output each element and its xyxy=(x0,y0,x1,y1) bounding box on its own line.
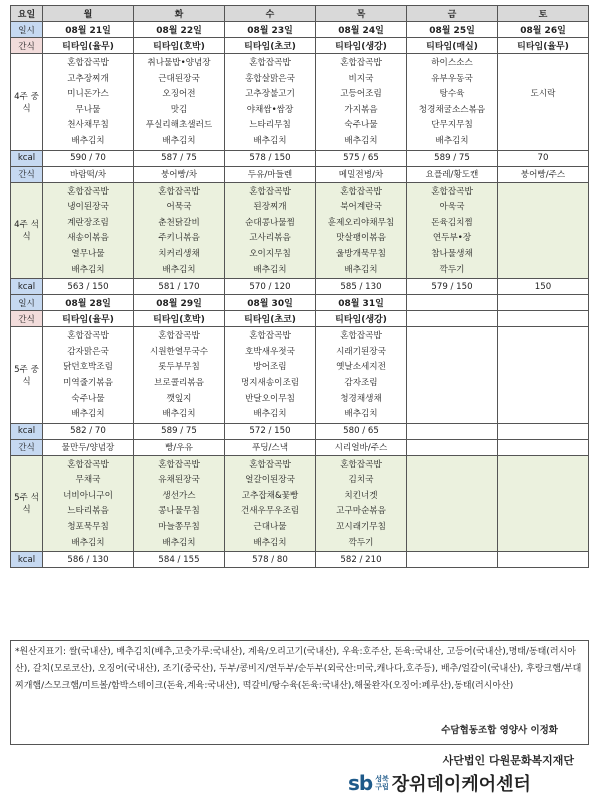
menu-item xyxy=(499,247,587,263)
week5-lunch-label: 5주 중식 xyxy=(11,327,43,424)
menu-item xyxy=(499,360,587,376)
week4-afternoon-snack-cell: 두유/마들렌 xyxy=(225,166,316,182)
menu-item: 참나물생채 xyxy=(431,248,473,259)
week5-dinner-cell xyxy=(498,455,589,552)
week5-date-cell: 08월 28일 xyxy=(43,295,134,311)
weekday-cell: 월 xyxy=(43,6,134,22)
week4-date-cell: 08월 25일 xyxy=(407,22,498,38)
week4-lunch-label: 4주 중식 xyxy=(11,54,43,151)
week5-date-row xyxy=(11,295,589,311)
week4-snack-cell: 티타임(율무) xyxy=(498,38,589,54)
menu-item: 유부우동국 xyxy=(431,73,473,84)
menu-item: 취나물밥•양념장 xyxy=(147,58,211,68)
menu-item: 훈제오리야채무침 xyxy=(327,217,395,228)
week5-afternoon-snack-cell: 물만두/양념장 xyxy=(43,439,134,455)
weekday-cell: 금 xyxy=(407,6,498,22)
weekday-cell: 수 xyxy=(225,6,316,22)
menu-item: 느타리볶음 xyxy=(67,506,109,517)
menu-item: 연두부•장 xyxy=(432,233,472,244)
menu-item: 무채국 xyxy=(75,475,101,486)
week4-date-row xyxy=(11,22,589,38)
menu-item xyxy=(499,329,587,345)
menu-item: 김치국 xyxy=(348,475,374,486)
week5-dinner-kcal-cell: 582 / 210 xyxy=(316,552,407,568)
week5-afternoon-snack-cell xyxy=(407,439,498,455)
menu-item: 오이지무침 xyxy=(249,248,291,259)
week4-dinner-kcal-row xyxy=(11,279,589,295)
menu-item xyxy=(499,200,587,216)
menu-item: 혼합잡곡밥 xyxy=(67,459,109,470)
week4-afternoon-snack-cell: 바람떡/차 xyxy=(43,166,134,182)
menu-item: 시원한열무국수 xyxy=(149,346,209,357)
menu-item: 미니돈가스 xyxy=(67,89,109,100)
week4-afternoon-snack-cell: 붕어빵/차 xyxy=(134,166,225,182)
menu-item: 혼합잡곡밥 xyxy=(67,331,109,342)
menu-item: 춘천닭갈비 xyxy=(158,217,200,228)
week4-dinner-row xyxy=(11,182,589,279)
week4-dinner-cell xyxy=(43,182,134,279)
menu-item: 혼합잡곡밥 xyxy=(340,331,382,342)
menu-item: 혼합잡곡밥 xyxy=(340,58,382,68)
menu-item: 치킨너겟 xyxy=(344,490,378,501)
menu-item: 혼합잡곡밥 xyxy=(249,58,291,68)
menu-item xyxy=(408,360,496,376)
week5-lunch-cell xyxy=(316,327,407,424)
week4-lunch-row xyxy=(11,54,589,151)
menu-item xyxy=(499,504,587,520)
menu-item: 배추김치 xyxy=(71,135,105,146)
menu-item: 숙주나물 xyxy=(344,120,378,131)
menu-item xyxy=(499,536,587,552)
menu-item xyxy=(499,489,587,505)
week5-dinner-kcal-row xyxy=(11,552,589,568)
week4-lunch-kcal-cell: 70 xyxy=(498,150,589,166)
menu-item: 콩나물무침 xyxy=(158,506,200,517)
menu-item: 푸실리해초샐러드 xyxy=(145,120,213,131)
week5-dinner-kcal-cell xyxy=(498,552,589,568)
menu-item: 단무지무침 xyxy=(431,120,473,131)
menu-item xyxy=(408,407,496,423)
week4-snack-cell: 티타임(호박) xyxy=(134,38,225,54)
menu-item: 혼합잡곡밥 xyxy=(67,186,109,197)
menu-item: 깍두기 xyxy=(439,264,465,275)
week4-snack-cell: 티타임(율무) xyxy=(43,38,134,54)
week4-dinner-cell xyxy=(407,182,498,279)
week4-dinner-kcal-cell: 581 / 170 xyxy=(134,279,225,295)
logo-sub: 성북 구립 xyxy=(375,775,389,791)
week5-afternoon-snack-label: 간식 xyxy=(11,439,43,455)
menu-item xyxy=(499,185,587,201)
week5-lunch-cell xyxy=(134,327,225,424)
week5-lunch-kcal-label: kcal xyxy=(11,423,43,439)
week5-lunch-kcal-cell: 572 / 150 xyxy=(225,423,316,439)
menu-item: 배추김치 xyxy=(162,537,196,548)
menu-item: 고등어조림 xyxy=(340,89,382,100)
week4-date-cell: 08월 24일 xyxy=(316,22,407,38)
week4-date-cell: 08월 21일 xyxy=(43,22,134,38)
week4-dinner-label: 4주 석식 xyxy=(11,182,43,279)
organization-name: 사단법인 다원문화복지재단 xyxy=(442,754,574,767)
week4-lunch-kcal-cell: 578 / 150 xyxy=(225,150,316,166)
week4-lunch-kcal-cell: 587 / 75 xyxy=(134,150,225,166)
menu-item: 꼬시래기무침 xyxy=(336,522,386,533)
week5-afternoon-snack-row xyxy=(11,439,589,455)
menu-item: 비지국 xyxy=(348,73,374,84)
week4-lunch-cell xyxy=(498,54,589,151)
menu-item: 배추김치 xyxy=(71,264,105,275)
week5-date-cell: 08월 29일 xyxy=(134,295,225,311)
week4-lunch-cell xyxy=(407,54,498,151)
menu-item: 옛날소세지전 xyxy=(336,362,386,373)
week4-snack-row xyxy=(11,38,589,54)
week5-dinner-kcal-cell: 578 / 80 xyxy=(225,552,316,568)
week5-dinner-kcal-cell: 584 / 155 xyxy=(134,552,225,568)
menu-item: 배추김치 xyxy=(162,409,196,420)
weekday-header xyxy=(11,6,589,22)
menu-item: 고구마순볶음 xyxy=(336,506,386,517)
menu-item: 북어계란국 xyxy=(340,202,382,213)
menu-item: 가지볶음 xyxy=(344,104,378,115)
week4-dinner-kcal-cell: 150 xyxy=(498,279,589,295)
menu-item: 어묵국 xyxy=(166,202,192,213)
weekday-cell: 목 xyxy=(316,6,407,22)
menu-item: 배추김치 xyxy=(162,264,196,275)
menu-item: 홍합살맑은국 xyxy=(245,73,295,84)
menu-item xyxy=(499,134,587,150)
menu-item: 무나물 xyxy=(75,104,101,115)
week5-snack-cell: 티타임(생강) xyxy=(316,311,407,327)
weekday-label: 요일 xyxy=(11,6,43,22)
week4-lunch-kcal-cell: 589 / 75 xyxy=(407,150,498,166)
menu-item: 마늘쫑무침 xyxy=(158,522,200,533)
week4-lunch-cell xyxy=(316,54,407,151)
week4-lunch-cell xyxy=(43,54,134,151)
week5-date-cell: 08월 30일 xyxy=(225,295,316,311)
week4-lunch-cell xyxy=(134,54,225,151)
menu-item: 감자맑은국 xyxy=(67,346,109,357)
menu-item xyxy=(499,345,587,361)
menu-item: 혼합잡곡밥 xyxy=(158,186,200,197)
menu-item: 맛살팽이볶음 xyxy=(336,233,386,244)
menu-item xyxy=(499,263,587,279)
menu-item: 돈육김치찜 xyxy=(431,217,473,228)
week4-dinner-cell xyxy=(498,182,589,279)
menu-item: 치커리생채 xyxy=(158,248,200,259)
menu-item: 청경채굴소스볶음 xyxy=(418,104,486,115)
week5-dinner-cell xyxy=(134,455,225,552)
menu-item: 깻잎지 xyxy=(166,393,192,404)
menu-item xyxy=(499,473,587,489)
menu-item xyxy=(499,520,587,536)
menu-item xyxy=(408,504,496,520)
week4-afternoon-snack-cell: 메밀전병/차 xyxy=(316,166,407,182)
week5-lunch-row xyxy=(11,327,589,424)
week4-afternoon-snack-label: 간식 xyxy=(11,166,43,182)
week5-afternoon-snack-cell: 빵/우유 xyxy=(134,439,225,455)
week5-snack-cell: 티타임(호박) xyxy=(134,311,225,327)
week5-snack-cell: 티타임(초코) xyxy=(225,311,316,327)
menu-item xyxy=(499,458,587,474)
menu-item xyxy=(499,407,587,423)
menu-item: 열무나물 xyxy=(71,248,105,259)
menu-item: 맛김 xyxy=(170,104,188,115)
menu-item xyxy=(499,118,587,134)
week5-lunch-kcal-cell: 580 / 65 xyxy=(316,423,407,439)
menu-item: 혼합잡곡밥 xyxy=(249,331,291,342)
menu-item: 새송이볶음 xyxy=(67,233,109,244)
menu-item xyxy=(499,231,587,247)
menu-item: 배추김치 xyxy=(162,135,196,146)
week4-dinner-kcal-cell: 563 / 150 xyxy=(43,279,134,295)
menu-item: 브로콜리볶음 xyxy=(154,377,204,388)
week4-snack-label: 간식 xyxy=(11,38,43,54)
menu-item xyxy=(499,56,587,72)
week4-dinner-kcal-cell: 585 / 130 xyxy=(316,279,407,295)
week5-snack-label: 간식 xyxy=(11,311,43,327)
menu-item xyxy=(499,103,587,119)
weekday-cell: 화 xyxy=(134,6,225,22)
center-logo xyxy=(348,770,531,796)
menu-item xyxy=(408,345,496,361)
center-name: 장위데이케어센터 xyxy=(391,774,531,795)
week4-snack-cell: 티타임(매실) xyxy=(407,38,498,54)
week4-dinner-cell xyxy=(316,182,407,279)
week5-afternoon-snack-cell: 푸딩/스낵 xyxy=(225,439,316,455)
menu-item: 혼합잡곡밥 xyxy=(249,186,291,197)
menu-item xyxy=(408,520,496,536)
menu-item: 냉이된장국 xyxy=(67,202,109,213)
week5-lunch-kcal-row xyxy=(11,423,589,439)
menu-item: 배추김치 xyxy=(253,409,287,420)
menu-item: 혼합잡곡밥 xyxy=(67,58,109,68)
menu-item: 배추김치 xyxy=(253,135,287,146)
week5-lunch-kcal-cell xyxy=(498,423,589,439)
nutritionist-signature: 수담협동조합 영양사 이정화 xyxy=(441,725,558,736)
menu-item xyxy=(499,376,587,392)
week4-date-cell: 08월 23일 xyxy=(225,22,316,38)
menu-item: 청포묵무침 xyxy=(67,522,109,533)
menu-item: 혼합잡곡밥 xyxy=(249,459,291,470)
menu-item: 울방개묵무침 xyxy=(336,248,386,259)
menu-item: 고사리볶음 xyxy=(249,233,291,244)
menu-item: 하이스소스 xyxy=(431,58,473,68)
weekday-cell: 토 xyxy=(498,6,589,22)
menu-item: 혼합잡곡밥 xyxy=(340,186,382,197)
menu-item: 고추장찌개 xyxy=(67,73,109,84)
week4-dinner-cell xyxy=(134,182,225,279)
menu-item: 오징어전 xyxy=(162,89,196,100)
menu-item: 배추김치 xyxy=(344,409,378,420)
week4-snack-cell: 티타임(생강) xyxy=(316,38,407,54)
menu-item: 청경채생채 xyxy=(340,393,382,404)
week5-dinner-kcal-cell: 586 / 130 xyxy=(43,552,134,568)
week5-lunch-kcal-cell xyxy=(407,423,498,439)
menu-item: 유채된장국 xyxy=(158,475,200,486)
menu-item xyxy=(408,489,496,505)
week5-snack-row xyxy=(11,311,589,327)
week4-afternoon-snack-cell: 요플레/황도캔 xyxy=(407,166,498,182)
week4-dinner-kcal-cell: 579 / 150 xyxy=(407,279,498,295)
week5-snack-cell: 티타임(율무) xyxy=(43,311,134,327)
meal-plan-table xyxy=(10,5,589,568)
week4-lunch-cell xyxy=(225,54,316,151)
menu-item xyxy=(499,392,587,408)
week4-lunch-kcal-cell: 590 / 70 xyxy=(43,150,134,166)
week4-lunch-kcal-label: kcal xyxy=(11,150,43,166)
week4-date-cell: 08월 26일 xyxy=(498,22,589,38)
week5-lunch-cell xyxy=(407,327,498,424)
week5-dinner-cell xyxy=(407,455,498,552)
menu-item: 고추잡채&꽃빵 xyxy=(241,490,299,501)
menu-item: 시래기된장국 xyxy=(336,346,386,357)
week5-date-cell: 08월 31일 xyxy=(316,295,407,311)
menu-item: 된장찌개 xyxy=(253,202,287,213)
menu-item: 방어조림 xyxy=(253,362,287,373)
menu-item: 미역줄기볶음 xyxy=(63,377,113,388)
menu-item: 탕수육 xyxy=(439,89,465,100)
menu-item: 혼합잡곡밥 xyxy=(158,459,200,470)
week5-lunch-cell xyxy=(43,327,134,424)
menu-item: 느타리무침 xyxy=(249,120,291,131)
menu-item: 배추김치 xyxy=(253,537,287,548)
menu-item: 배추김치 xyxy=(435,135,469,146)
menu-item xyxy=(408,329,496,345)
menu-item: 배추김치 xyxy=(71,537,105,548)
menu-item: 계란장조림 xyxy=(67,217,109,228)
week5-dinner-label: 5주 석식 xyxy=(11,455,43,552)
menu-item: 혼합잡곡밥 xyxy=(158,331,200,342)
menu-item: 생선가스 xyxy=(162,490,196,501)
menu-item: 깍두기 xyxy=(348,537,374,548)
week4-dinner-cell xyxy=(225,182,316,279)
week4-lunch-kcal-row xyxy=(11,150,589,166)
menu-item: 너비아니구이 xyxy=(63,490,113,501)
menu-item xyxy=(408,392,496,408)
week5-snack-cell xyxy=(498,311,589,327)
week4-date-label: 일시 xyxy=(11,22,43,38)
week4-afternoon-snack-row xyxy=(11,166,589,182)
week5-dinner-row xyxy=(11,455,589,552)
origin-note-text: *원산지표기: 쌀(국내산), 배추김치(배추,고춧가루:국내산), 계육/오리고기(국내산), 우육:호주산, 돈육:국내산, 고등어(국내산),명태/동태(러시아산), 갈치(모로코산), 오징어(국내산), 조기(중국산), 두부/콩비지/연두부/순두부(외국산:미국,캐나다,호주등), 배추/얼갈이(국내산), 후랑크햄/부대찌개햄/스모크햄/미트볼/함박스테이크(돈육,계육:국내산), 떡갈비/탕수육(돈육:국내산),해물완자(오징어:페루산),동태(러시아산) xyxy=(15,647,582,691)
week4-afternoon-snack-cell: 붕어빵/주스 xyxy=(498,166,589,182)
menu-item: 감자조림 xyxy=(344,377,378,388)
menu-item: 천사채무침 xyxy=(67,120,109,131)
week5-dinner-kcal-cell xyxy=(407,552,498,568)
menu-item xyxy=(408,376,496,392)
menu-item: 얼갈이된장국 xyxy=(245,475,295,486)
menu-item xyxy=(499,216,587,232)
menu-item xyxy=(408,473,496,489)
origin-note xyxy=(10,640,589,745)
menu-item: 배추김치 xyxy=(71,409,105,420)
menu-item: 배추김치 xyxy=(344,264,378,275)
week4-date-cell: 08월 22일 xyxy=(134,22,225,38)
menu-item: 도시락 xyxy=(530,89,556,100)
menu-item: 근대된장국 xyxy=(158,73,200,84)
week5-lunch-cell xyxy=(498,327,589,424)
week4-dinner-kcal-cell: 570 / 120 xyxy=(225,279,316,295)
menu-item: 주키니볶음 xyxy=(158,233,200,244)
week5-dinner-cell xyxy=(43,455,134,552)
menu-item: 아욱국 xyxy=(439,202,465,213)
week4-lunch-kcal-cell: 575 / 65 xyxy=(316,150,407,166)
menu-item: 숙주나물 xyxy=(71,393,105,404)
week5-dinner-cell xyxy=(316,455,407,552)
menu-item xyxy=(499,72,587,88)
week4-dinner-kcal-label: kcal xyxy=(11,279,43,295)
menu-item: 배추김치 xyxy=(344,135,378,146)
menu-item: 배추김치 xyxy=(253,264,287,275)
week5-date-label: 일시 xyxy=(11,295,43,311)
menu-item: 호박새우젓국 xyxy=(245,346,295,357)
menu-item: 순대콩나물찜 xyxy=(245,217,295,228)
week5-dinner-kcal-label: kcal xyxy=(11,552,43,568)
logo-mark: sb xyxy=(348,771,373,795)
week5-lunch-kcal-cell: 589 / 75 xyxy=(134,423,225,439)
menu-item: 혼합잡곡밥 xyxy=(340,459,382,470)
menu-item: 야채쌈•쌈장 xyxy=(246,104,294,115)
menu-item: 혼합잡곡밥 xyxy=(431,186,473,197)
menu-item: 고추장불고기 xyxy=(245,89,295,100)
menu-item: 반달오이무침 xyxy=(245,393,295,404)
week5-lunch-kcal-cell: 582 / 70 xyxy=(43,423,134,439)
week5-date-cell xyxy=(498,295,589,311)
week4-snack-cell: 티타임(초코) xyxy=(225,38,316,54)
menu-item xyxy=(408,536,496,552)
menu-item: 건새우무우조림 xyxy=(240,506,300,517)
week5-afternoon-snack-cell: 시리얼바/주스 xyxy=(316,439,407,455)
week5-snack-cell xyxy=(407,311,498,327)
menu-item: 근대나물 xyxy=(253,522,287,533)
week5-dinner-cell xyxy=(225,455,316,552)
menu-item xyxy=(408,458,496,474)
week5-lunch-cell xyxy=(225,327,316,424)
menu-item: 멍지새송이조림 xyxy=(240,377,300,388)
menu-item: 롯두부무침 xyxy=(158,362,200,373)
week5-date-cell xyxy=(407,295,498,311)
menu-item: 닭던호박조림 xyxy=(63,362,113,373)
week5-afternoon-snack-cell xyxy=(498,439,589,455)
